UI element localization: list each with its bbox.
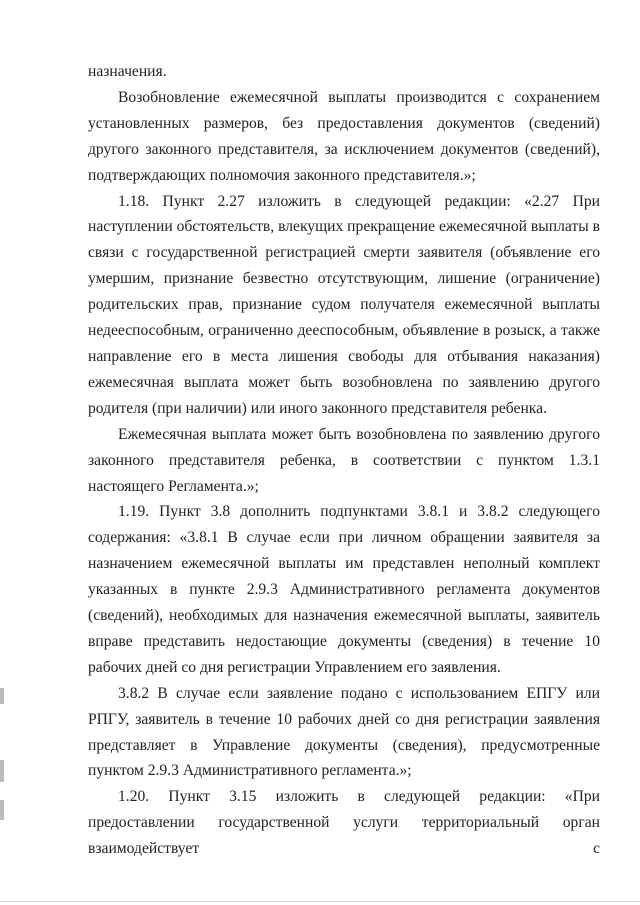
paragraph-item-1-20: 1.20. Пункт 3.15 изложить в следующей редакции: «При предоставлении государственной услуги территориальный орган взаимодействует с: [88, 788, 600, 858]
paragraph-continuation: назначения.: [88, 63, 167, 80]
paragraph-item-1-19: 1.19. Пункт 3.8 дополнить подпунктами 3.8.1 и 3.8.2 следующего содержания: «3.8.1 В случае если при личном обращении заявителя за назначением ежемесячной выплаты им представлен неполный комплект указанных в пункте 2.9.3 Административного регламента документов (сведений), необходимых для назначения ежемесячной выплаты, заявитель вправе представить недостающие документы (сведения) в течение 10 рабочих дней со дня регистрации Управлением его заявления.: [88, 503, 600, 676]
document-body: [88, 59, 600, 862]
scan-edge-mark: [0, 760, 4, 782]
scan-edge-mark: [0, 800, 4, 820]
page-bottom-edge: [0, 901, 640, 902]
paragraph-3-8-2: 3.8.2 В случае если заявление подано с использованием ЕПГУ или РПГУ, заявитель в течение 10 рабочих дней со дня регистрации заявления представляет в Управление документы (сведения), предусмотренные пунктом 2.9.3 Административного регламента.»;: [88, 684, 600, 780]
paragraph-resumption: Возобновление ежемесячной выплаты производится с сохранением установленных размеров, без предоставления документов (сведений) другого законного представителя, за исключением документов (сведений), подтверждающих полномочия законного представителя.»;: [88, 88, 600, 184]
paragraph-monthly-payment: Ежемесячная выплата может быть возобновлена по заявлению другого законного представителя ребенка, в соответствии с пунктом 1.3.1 настоящего Регламента.»;: [88, 425, 600, 495]
scan-edge-mark: [0, 688, 4, 704]
paragraph-item-1-18: 1.18. Пункт 2.27 изложить в следующей редакции: «2.27 При наступлении обстоятельств, влекущих прекращение ежемесячной выплаты в связи с государственной регистрацией смерти заявителя (объявление его умершим, признание безвестно отсутствующим, лишение (ограничение) родительских прав, признание судом получателя ежемесячной выплаты недееспособным, ограниченно дееспособным, объявление в розыск, а также направление его в места лишения свободы для отбывания наказания) ежемесячная выплата может быть возобновлена по заявлению другого родителя (при наличии) или иного законного представителя ребенка.: [88, 192, 600, 417]
